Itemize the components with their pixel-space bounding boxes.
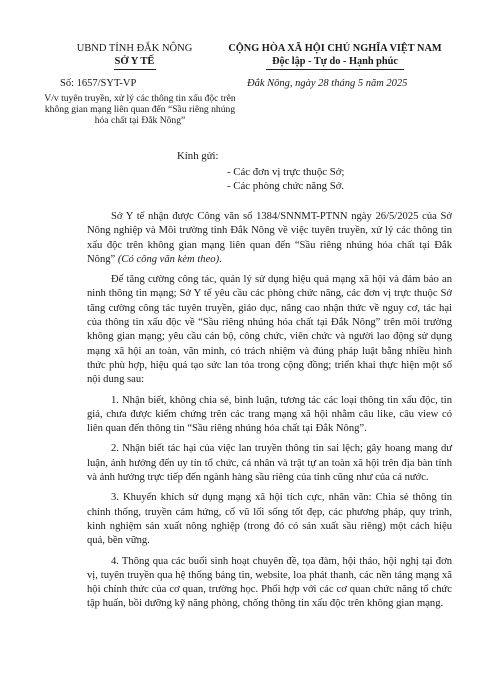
parent-agency: UBND TỈNH ĐẮK NÔNG bbox=[76, 43, 193, 54]
body-paragraph-item-2: 2. Nhận biết tác hại của việc lan truyền thông tin sai lệch; gây hoang mang dư luận, ảnh hưởng đến uy tín tổ chức, cá nhân và trật tự an toàn xã hội trên địa bàn tỉnh và ảnh hưởng trực tiếp đến ngành hàng sầu riêng của tỉnh cũng như của cả nước. bbox=[87, 443, 452, 484]
body-paragraph-item-1: 1. Nhận biết, không chia sẻ, bình luận, tương tác các loại thông tin xấu độc, tin giả, chưa được kiểm chứng trên các trang mạng xã hội nhằm câu like, câu view có liên quan đến thông tin “Sầu riêng nhúng hóa chất tại Đắk Nông”. bbox=[87, 394, 452, 435]
intro-text: Sở Y tế nhận được Công văn số 1384/SNNMT-PTNN ngày 26/5/2025 của Sở Nông nghiệp và Môi trường tỉnh Đắk Nông về việc tuyên truyền, xử lý các thông tin xấu độc trên không gian mạng liên quan đến “Sầu riêng nhúng hóa chất tại Đắk Nông” bbox=[87, 211, 452, 265]
addressee-label: Kính gửi: bbox=[177, 150, 219, 162]
recipient-item: - Các phòng chức năng Sở. bbox=[227, 180, 345, 192]
document-body bbox=[87, 210, 452, 618]
body-paragraph-item-4: 4. Thông qua các buổi sinh hoạt chuyên đề, tọa đàm, hội thảo, hội nghị tại đơn vị, tuyên truyền qua hệ thống bảng tin, website, loa phát thanh, các nền tảng mạng xã hội chính thức của cơ quan, trường học. Phối hợp với các cơ quan chức năng tổ chức tập huấn, bồi dưỡng kỹ năng phòng, chống thông tin xấu độc trên không gian mạng. bbox=[87, 555, 452, 610]
body-paragraph-item-3: 3. Khuyến khích sử dụng mạng xã hội tích cực, nhân văn: Chia sẻ thông tin chính thống, truyền cảm hứng, cổ vũ lối sống tốt đẹp, các phương pháp, quy trình, kinh nghiệm sản xuất nông nghiệp (trong đó có sản xuất sầu riêng) một cách hiệu quả, bền vững. bbox=[87, 492, 452, 547]
place-date: Đắk Nông, ngày 28 tháng 5 năm 2025 bbox=[247, 78, 408, 89]
agency-underline bbox=[114, 69, 156, 70]
motto-underline bbox=[266, 69, 404, 70]
document-subject: V/v tuyên truyền, xử lý các thông tin xấu độc trên không gian mạng liên quan đến “Sầu riêng nhúng hóa chất tại Đắk Nông” bbox=[44, 93, 236, 126]
body-paragraph-directive: Để tăng cường công tác, quản lý sử dụng hiệu quả mạng xã hội và đảm bảo an ninh thông tin mạng; Sở Y tế yêu cầu các phòng chức năng, các đơn vị trực thuộc Sở tăng cường công tác tuyên truyền, giáo dục, nâng cao nhận thức về nguy cơ, tác hại của thông tin xấu độc về “Sầu riêng nhúng hóa chất tại Đắk Nông” trên môi trường không gian mạng; yêu cầu cán bộ, công chức, viên chức và người lao động sử dụng mạng xã hội an toàn, văn minh, có trách nhiệm và đúng pháp luật bằng nhiều hình thức phù hợp, hiệu quả tạo sức lan tỏa trong cộng đồng; triển khai thực hiện một số nội dung sau: bbox=[87, 274, 452, 386]
body-paragraph-intro bbox=[87, 210, 452, 267]
national-title: CỘNG HÒA XÃ HỘI CHỦ NGHĨA VIỆT NAM bbox=[228, 43, 442, 54]
document-number: Số: 1657/SYT-VP bbox=[60, 78, 137, 89]
attachment-note: (Có công văn kèm theo) bbox=[117, 253, 220, 265]
intro-end: . bbox=[219, 253, 222, 265]
issuing-agency-block bbox=[47, 42, 222, 70]
recipient-list bbox=[227, 165, 344, 193]
recipient-item: - Các đơn vị trực thuộc Sở; bbox=[227, 166, 345, 178]
issuing-agency: SỞ Y TẾ bbox=[114, 56, 155, 67]
national-header-block bbox=[226, 42, 444, 70]
national-motto: Độc lập - Tự do - Hạnh phúc bbox=[272, 56, 398, 67]
